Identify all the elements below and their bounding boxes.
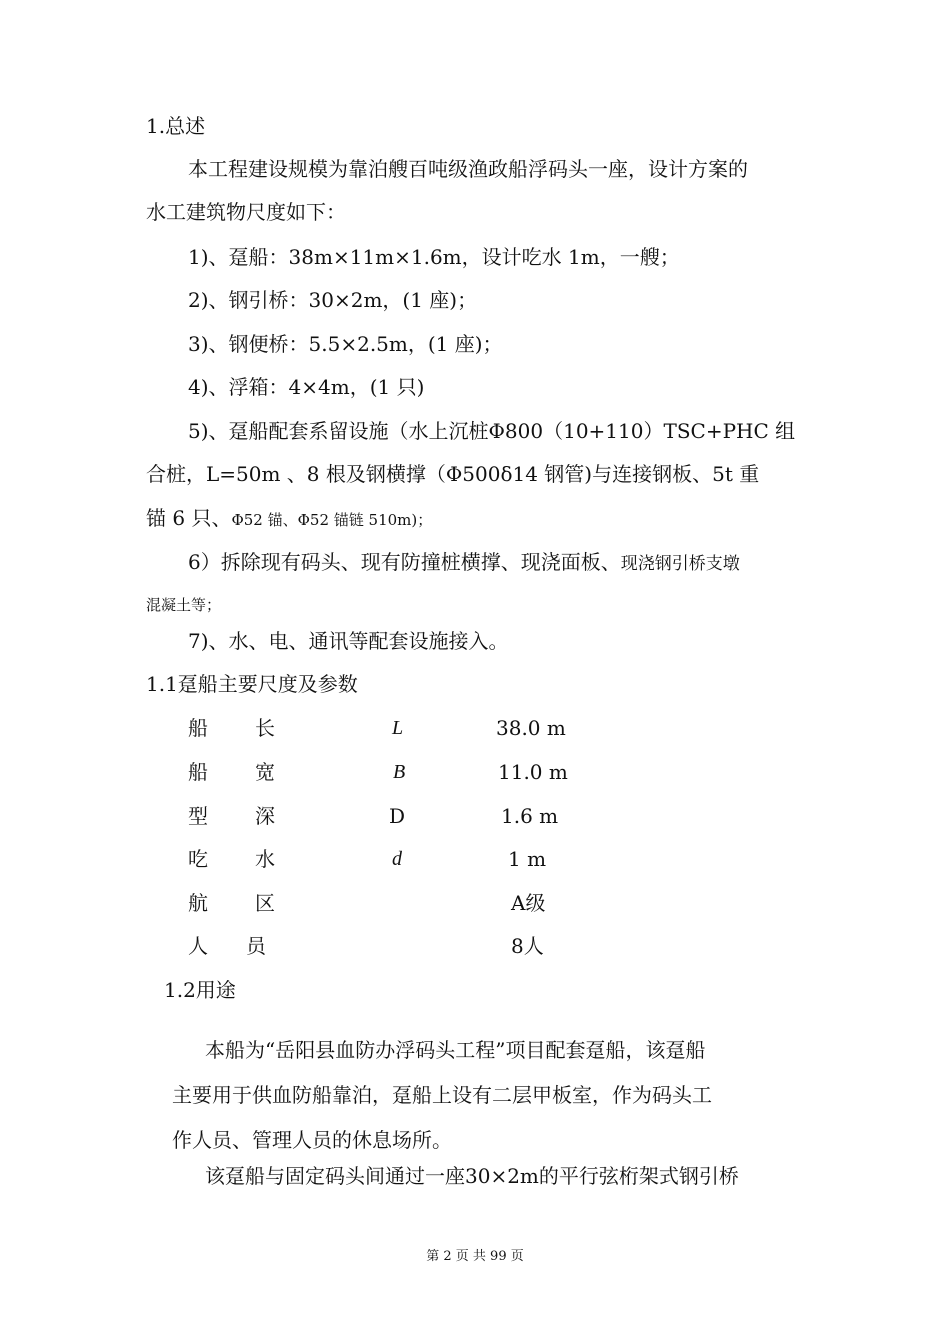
item-5-line-1: 5)、趸船配套系留设施（水上沉桩Φ800（10+110）TSC+PHC 组 xyxy=(188,419,796,443)
param-name-a: 吃 xyxy=(188,847,208,871)
usage-line-2: 主要用于供血防船靠泊，趸船上设有二层甲板室，作为码头工 xyxy=(172,1083,712,1107)
item-1: 1)、趸船：38m×11m×1.6m，设计吃水 1m，一艘； xyxy=(188,245,680,269)
item-7: 7)、水、电、通讯等配套设施接入。 xyxy=(188,629,509,653)
param-name-b: 员 xyxy=(246,934,266,958)
item-2: 2)、钢引桥：30×2m，(1 座)； xyxy=(188,288,478,312)
item-5-line-3-b: Φ52 锚、Φ52 锚链 510m)； xyxy=(231,511,433,529)
intro-line-2: 水工建筑物尺度如下： xyxy=(146,200,346,224)
param-value: 11.0 m xyxy=(498,760,568,784)
param-value: 1 m xyxy=(508,847,547,871)
item-5-line-3 xyxy=(146,505,432,533)
param-name-a: 船 xyxy=(188,716,208,740)
item-6-line-1-b: 现浇钢引桥支墩 xyxy=(620,554,740,574)
param-value: 1.6 m xyxy=(501,804,559,828)
param-name-a: 船 xyxy=(188,760,208,784)
usage-line-4: 该趸船与固定码头间通过一座30×2m的平行弦桁架式钢引桥 xyxy=(205,1164,739,1188)
item-6-line-1-a: 6）拆除现有码头、现有防撞桩横撑、现浇面板、 xyxy=(188,550,621,574)
section-1-1-heading: 1.1趸船主要尺度及参数 xyxy=(146,672,358,696)
page-footer: 第 2 页 共 99 页 xyxy=(426,1249,524,1264)
usage-line-3: 作人员、管理人员的休息场所。 xyxy=(172,1128,452,1152)
param-name-b: 水 xyxy=(255,847,275,871)
param-symbol: d xyxy=(392,848,402,870)
param-name-a: 人 xyxy=(188,934,208,958)
item-6-line-2: 混凝土等； xyxy=(146,596,222,614)
param-name-b: 深 xyxy=(255,804,275,828)
intro-line-1: 本工程建设规模为靠泊艘百吨级渔政船浮码头一座，设计方案的 xyxy=(188,157,748,181)
param-value: 8人 xyxy=(511,934,544,958)
param-name-a: 型 xyxy=(188,804,208,828)
item-5-line-2: 合桩，L=50m 、8 根及钢横撑（Φ500δ14 钢管)与连接钢板、5t 重 xyxy=(146,462,760,486)
param-symbol: D xyxy=(389,804,406,828)
item-3: 3)、钢便桥：5.5×2.5m，(1 座)； xyxy=(188,332,503,356)
param-name-a: 航 xyxy=(188,891,208,915)
item-6-line-1 xyxy=(188,549,740,577)
param-value: A级 xyxy=(511,891,546,915)
param-symbol: B xyxy=(393,761,406,783)
param-value: 38.0 m xyxy=(496,716,566,740)
param-name-b: 区 xyxy=(255,891,275,915)
section-1-2-heading: 1.2用途 xyxy=(164,978,236,1002)
item-4: 4)、浮箱：4×4m，(1 只) xyxy=(188,375,425,399)
param-symbol: L xyxy=(392,717,404,739)
section-1-heading: 1.总述 xyxy=(146,114,206,138)
item-5-line-3-a: 锚 6 只、 xyxy=(146,506,232,530)
param-name-b: 长 xyxy=(255,716,275,740)
param-name-b: 宽 xyxy=(255,760,275,784)
usage-line-1: 本船为“岳阳县血防办浮码头工程”项目配套趸船，该趸船 xyxy=(205,1038,706,1062)
